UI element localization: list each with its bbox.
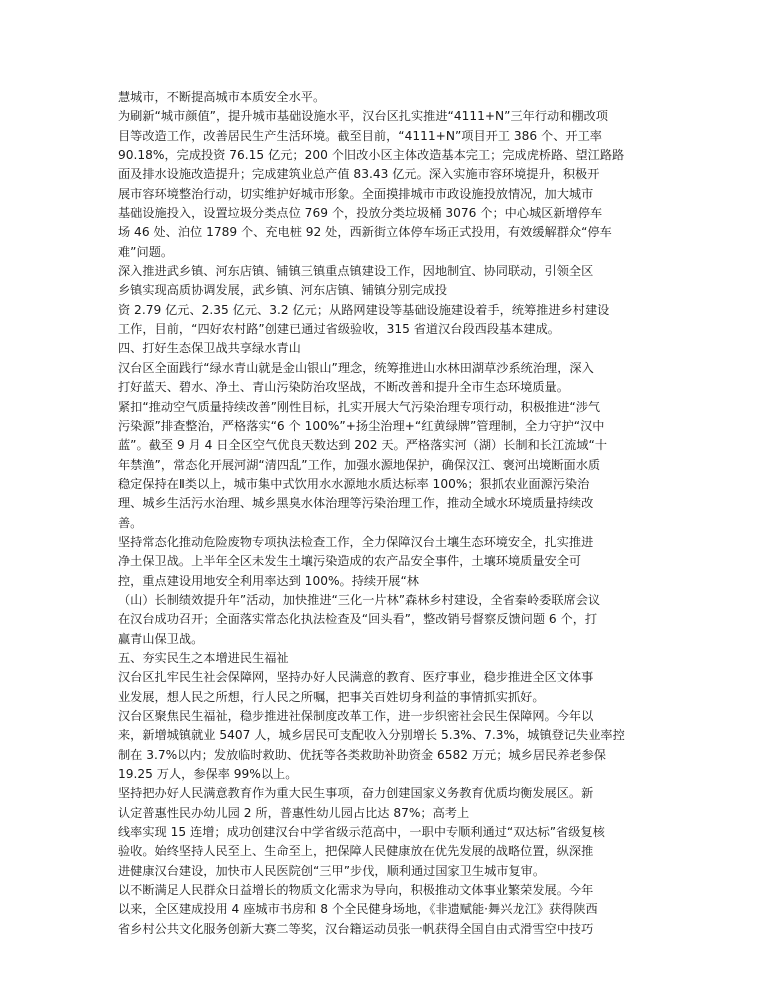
- text-line: 净土保卫战。上半年全区未发生土壤污染造成的农产品安全事件，土壤环境质量安全可: [118, 554, 582, 569]
- text-line: 资 2.79 亿元、2.35 亿元、3.2 亿元；从路网建设等基础设施建设着手，统筹推进乡村建设: [118, 302, 610, 317]
- text-line: 难”问题。: [118, 244, 174, 259]
- section-heading: 五、夯实民生之本增进民生福祉: [118, 650, 289, 665]
- section-heading: 四、打好生态保卫战共享绿水青山: [118, 341, 301, 356]
- text-line: 基础设施投入，设置垃圾分类点位 769 个，投放分类垃圾桶 3076 个；中心城区新增停车: [118, 206, 603, 221]
- text-line: 工作，目前，“四好农村路”创建已通过省级验收，315 省道汉台段西段基本建成。: [118, 322, 560, 337]
- text-line: （山）长制绩效提升年”活动，加快推进“三化一片林”森林乡村建设，全省秦岭委联席会议: [118, 592, 601, 607]
- text-line: 蓝”。截至 9 月 4 日全区空气优良天数达到 202 天。严格落实河（湖）长制和长江流域“十: [118, 438, 608, 453]
- text-line: 面及排水设施改造提升；完成建筑业总产值 83.43 亿元。深入实施市容环境提升，积极开: [118, 167, 600, 182]
- text-line: 慧城市，不断提高城市本质安全水平。: [118, 90, 326, 104]
- text-line: 以不断满足人民群众日益增长的物质文化需求为导向，积极推动文体事业繁荣发展。今年: [118, 883, 594, 898]
- text-line: 坚持常态化推动危险废物专项执法检查工作，全力保障汉台土壤生态环境安全，扎实推进: [118, 534, 594, 549]
- text-line: 目等改造工作，改善居民生产生活环境。截至目前，“4111+N”项目开工 386 个、开工率: [118, 128, 602, 143]
- text-line: 稳定保持在Ⅱ类以上，城市集中式饮用水水源地水质达标率 100%；狠抓农业面源污染治: [118, 476, 590, 491]
- text-line: 以来，全区建成投用 4 座城市书房和 8 个全民健身场地，《非遗赋能·舞兴龙江》获得陕西: [118, 902, 598, 917]
- text-line: 坚持把办好人民满意教育作为重大民生事项，奋力创建国家义务教育优质均衡发展区。新: [118, 786, 594, 801]
- text-line: 打好蓝天、碧水、净土、青山污染防治攻坚战，不断改善和提升全市生态环境质量。: [118, 380, 569, 395]
- text-line: 汉台区扎牢民生社会保障网，坚持办好人民满意的教育、医疗事业，稳步推进全区文体事: [118, 670, 594, 685]
- text-line: 场 46 处、泊位 1789 个、充电桩 92 处，西新街立体停车场正式投用，有效缓解群众“停车: [118, 225, 612, 240]
- text-line: 进健康汉台建设，加快市人民医院创“三甲”步伐，顺利通过国家卫生城市复审。: [118, 863, 546, 878]
- text-line: 紧扣“推动空气质量持续改善”刚性目标，扎实开展大气污染治理专项行动，积极推进“涉气: [118, 399, 601, 414]
- text-line: 理、城乡生活污水治理、城乡黑臭水体治理等污染治理工作，推动全域水环境质量持续改: [118, 496, 594, 511]
- text-line: 乡镇实现高质协调发展，武乡镇、河东店镇、铺镇分别完成投: [118, 283, 448, 298]
- text-line: 年禁渔”，常态化开展河湖“清四乱”工作，加强水源地保护，确保汉江、褒河出境断面水质: [118, 457, 601, 472]
- text-line: 19.25 万人，参保率 99%以上。: [118, 767, 298, 782]
- text-line: 业发展，想人民之所想，行人民之所嘱，把事关百姓切身利益的事情抓实抓好。: [118, 689, 545, 704]
- text-line: 污染源”排查整治，严格落实“6 个 100%”+扬尘治理+“红黄绿牌”管理制，全力守护“汉中: [118, 418, 605, 433]
- text-line: 线率实现 15 连增；成功创建汉台中学省级示范高中，一职中专顺利通过“双达标”省级复核: [118, 825, 605, 840]
- text-line: 深入推进武乡镇、河东店镇、铺镇三镇重点镇建设工作，因地制宜、协同联动，引领全区: [118, 264, 594, 279]
- text-line: 赢青山保卫战。: [118, 631, 204, 646]
- text-line: 为刷新“城市颜值”，提升城市基础设施水平，汉台区扎实推进“4111+N”三年行动和棚改项: [118, 109, 608, 124]
- text-line: 在汉台成功召开；全面落实常态化执法检查及“回头看”，整改销号督察反馈问题 6 个，打: [118, 612, 598, 627]
- text-line: 省乡村公共文化服务创新大赛二等奖，汉台籍运动员张一帆获得全国自由式滑雪空中技巧: [118, 921, 594, 936]
- text-line: 展市容环境整治行动，切实维护好城市形象。全面摸排城市市政设施投放情况，加大城市: [118, 186, 594, 201]
- text-line: 认定普惠性民办幼儿园 2 所，普惠性幼儿园占比达 87%；高考上: [118, 805, 470, 820]
- text-line: 汉台区全面践行“绿水青山就是金山银山”理念，统筹推进山水林田湖草沙系统治理，深入: [118, 360, 594, 375]
- text-line: 控，重点建设用地安全利用率达到 100%。持续开展“林: [118, 573, 419, 588]
- text-line: 来，新增城镇就业 5407 人，城乡居民可支配收入分别增长 5.3%、7.3%，城镇登记失业率控: [118, 728, 625, 743]
- text-line: 90.18%，完成投资 76.15 亿元；200 个旧改小区主体改造基本完工；完成虎桥路、望江路路: [118, 148, 625, 163]
- text-line: 汉台区聚焦民生福祉，稳步推进社保制度改革工作，进一步织密社会民生保障网。今年以: [118, 709, 594, 723]
- text-line: 验收。始终坚持人民至上、生命至上，把保障人民健康放在优先发展的战略位置，纵深推: [118, 844, 594, 859]
- text-line: 善。: [118, 515, 143, 530]
- text-line: 制在 3.7%以内；发放临时救助、优抚等各类救助补助资金 6582 万元；城乡居民养老参保: [118, 747, 606, 762]
